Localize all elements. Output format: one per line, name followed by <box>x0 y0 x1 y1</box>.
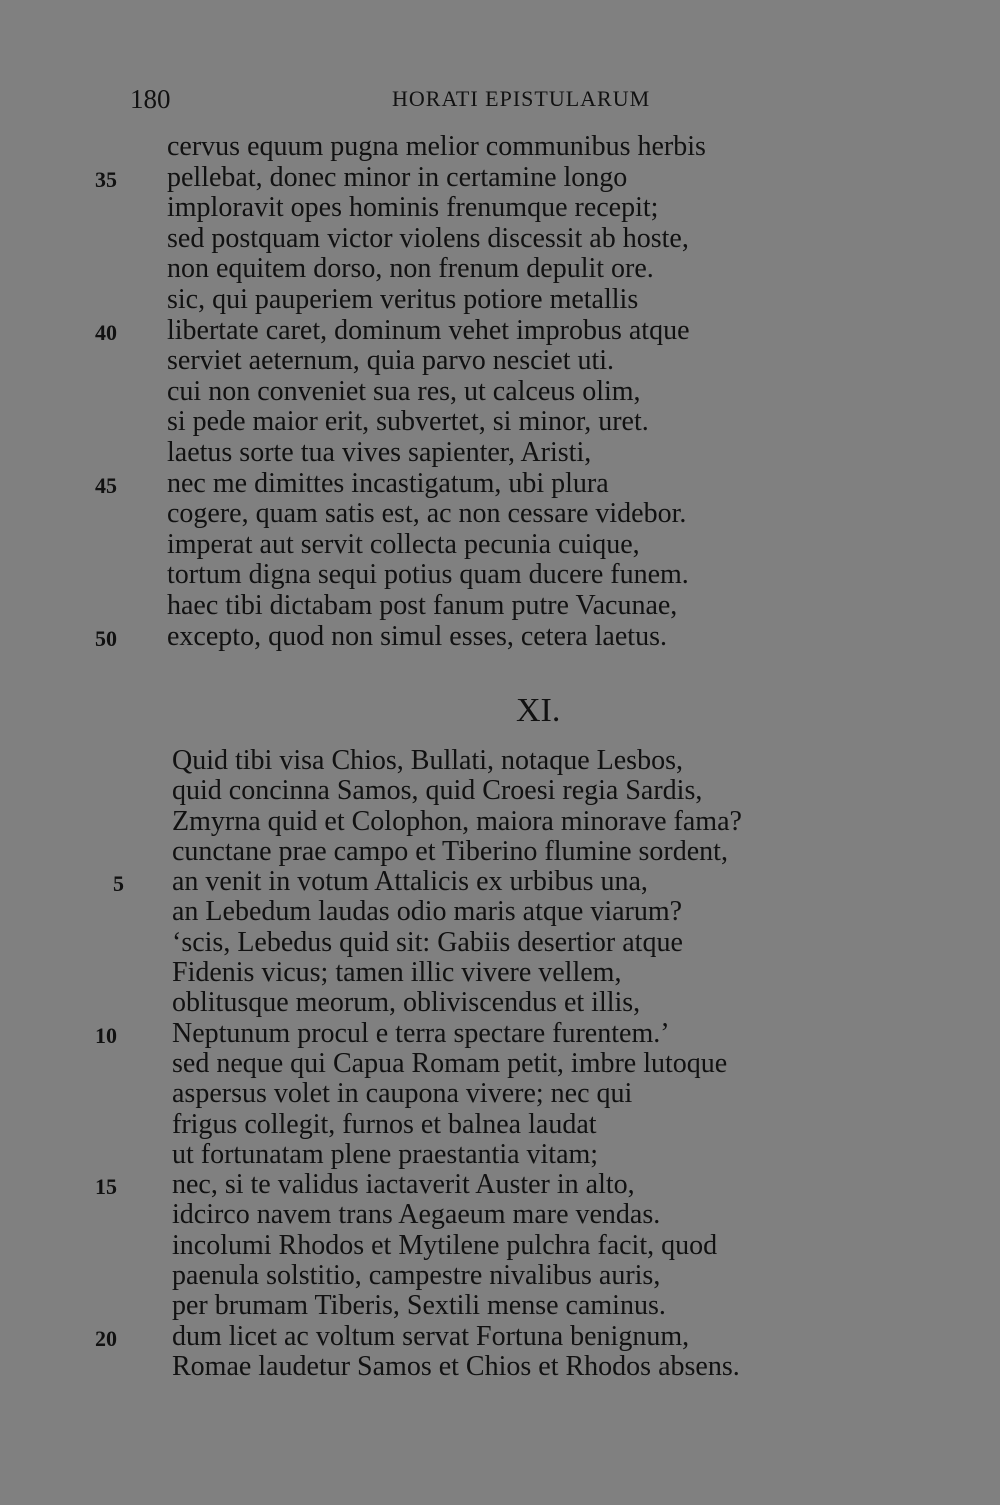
verse-text: oblitusque meorum, obliviscendus et illis, <box>172 987 641 1019</box>
verse-text: laetus sorte tua vives sapienter, Aristi, <box>167 436 592 468</box>
verse-text: sed postquam victor violens discessit ab hoste, <box>167 222 689 254</box>
verse-line <box>0 1169 1000 1199</box>
verse-text: cervus equum pugna melior communibus herbis <box>167 131 706 162</box>
verse-text: imperat aut servit collecta pecunia cuique, <box>167 528 640 560</box>
verse-line <box>0 131 1000 162</box>
verse-text: dum licet ac voltum servat Fortuna benignum, <box>172 1320 690 1352</box>
verse-text: sic, qui pauperiem veritus potiore metallis <box>167 283 639 315</box>
verse-text: ut fortunatam plene praestantia vitam; <box>172 1138 599 1170</box>
verse-text: idcirco navem trans Aegaeum mare vendas. <box>172 1199 661 1231</box>
verse-line <box>0 1351 1000 1381</box>
verse-text: cogere, quam satis est, ac non cessare videbor. <box>167 498 687 530</box>
verse-text: sed neque qui Capua Romam petit, imbre lutoque <box>172 1047 728 1079</box>
verse-line <box>0 437 1000 468</box>
verse-line <box>0 223 1000 254</box>
line-number: 45 <box>95 472 117 498</box>
verse-line <box>0 896 1000 926</box>
page-number: 180 <box>130 84 171 114</box>
verse-line <box>0 1260 1000 1290</box>
verse-line <box>0 1048 1000 1078</box>
section-title: XI. <box>516 692 561 729</box>
line-number: 5 <box>113 871 124 897</box>
verse-line <box>0 315 1000 346</box>
verse-text: nec me dimittes incastigatum, ubi plura <box>167 467 609 499</box>
running-head: HORATI EPISTULARUM <box>392 86 651 111</box>
verse-line <box>0 1139 1000 1169</box>
verse-text: si pede maior erit, subvertet, si minor, uret. <box>167 406 649 438</box>
verse-line <box>0 957 1000 987</box>
epistle-x-ending <box>0 131 1000 651</box>
line-number: 15 <box>95 1174 117 1200</box>
verse-text: an Lebedum laudas odio maris atque viarum? <box>172 896 683 928</box>
verse-line <box>0 498 1000 529</box>
verse-line <box>0 468 1000 499</box>
verse-line <box>0 1018 1000 1048</box>
line-number: 35 <box>95 166 117 192</box>
verse-line <box>0 987 1000 1017</box>
verse-text: haec tibi dictabam post fanum putre Vacunae, <box>167 589 678 621</box>
verse-line <box>0 745 1000 775</box>
verse-line <box>0 253 1000 284</box>
verse-text: Quid tibi visa Chios, Bullati, notaque Lesbos, <box>172 745 683 776</box>
verse-line <box>0 927 1000 957</box>
verse-line <box>0 1290 1000 1320</box>
verse-line <box>0 192 1000 223</box>
verse-text: ‘scis, Lebedus quid sit: Gabiis desertior atque <box>172 926 683 958</box>
verse-text: cui non conveniet sua res, ut calceus olim, <box>167 375 641 407</box>
verse-text: tortum digna sequi potius quam ducere funem. <box>167 559 689 591</box>
verse-text: Neptunum procul e terra spectare furentem.’ <box>172 1017 670 1049</box>
verse-line <box>0 1078 1000 1108</box>
verse-text: per brumam Tiberis, Sextili mense caminus. <box>172 1290 666 1322</box>
verse-text: excepto, quod non simul esses, cetera laetus. <box>167 620 667 652</box>
verse-text: non equitem dorso, non frenum depulit ore. <box>167 253 654 285</box>
verse-line <box>0 284 1000 315</box>
verse-text: serviet aeternum, quia parvo nesciet uti. <box>167 345 615 377</box>
verse-text: Fidenis vicus; tamen illic vivere vellem, <box>172 957 622 989</box>
verse-line <box>0 866 1000 896</box>
verse-text: quid concinna Samos, quid Croesi regia Sardis, <box>172 775 703 807</box>
verse-line <box>0 775 1000 805</box>
verse-line <box>0 1199 1000 1229</box>
verse-text: Romae laudetur Samos et Chios et Rhodos absens. <box>172 1350 740 1382</box>
verse-line <box>0 806 1000 836</box>
verse-text: libertate caret, dominum vehet improbus atque <box>167 314 690 346</box>
verse-line <box>0 345 1000 376</box>
verse-line <box>0 406 1000 437</box>
page-header <box>0 78 1000 118</box>
verse-text: aspersus volet in caupona vivere; nec qui <box>172 1078 633 1110</box>
verse-text: frigus collegit, furnos et balnea laudat <box>172 1108 597 1140</box>
verse-line <box>0 529 1000 560</box>
verse-text: cunctane prae campo et Tiberino flumine sordent, <box>172 835 728 867</box>
verse-text: imploravit opes hominis frenumque recepit; <box>167 192 659 224</box>
verse-line <box>0 836 1000 866</box>
verse-line <box>0 1321 1000 1351</box>
verse-line <box>0 1230 1000 1260</box>
verse-line <box>0 621 1000 652</box>
verse-text: an venit in votum Attalicis ex urbibus una, <box>172 866 648 898</box>
verse-line <box>0 376 1000 407</box>
line-number: 40 <box>95 319 117 345</box>
verse-line <box>0 559 1000 590</box>
line-number: 10 <box>95 1022 117 1048</box>
verse-text: paenula solstitio, campestre nivalibus auris, <box>172 1260 661 1292</box>
verse-line <box>0 1109 1000 1139</box>
verse-line <box>0 590 1000 621</box>
line-number: 50 <box>95 625 117 651</box>
line-number: 20 <box>95 1325 117 1351</box>
verse-text: Zmyrna quid et Colophon, maiora minorave fama? <box>172 805 742 837</box>
verse-text: pellebat, donec minor in certamine longo <box>167 161 628 193</box>
verse-line <box>0 162 1000 193</box>
verse-text: incolumi Rhodos et Mytilene pulchra facit, quod <box>172 1229 718 1261</box>
verse-text: nec, si te validus iactaverit Auster in alto, <box>172 1169 635 1201</box>
epistle-xi <box>0 745 1000 1381</box>
